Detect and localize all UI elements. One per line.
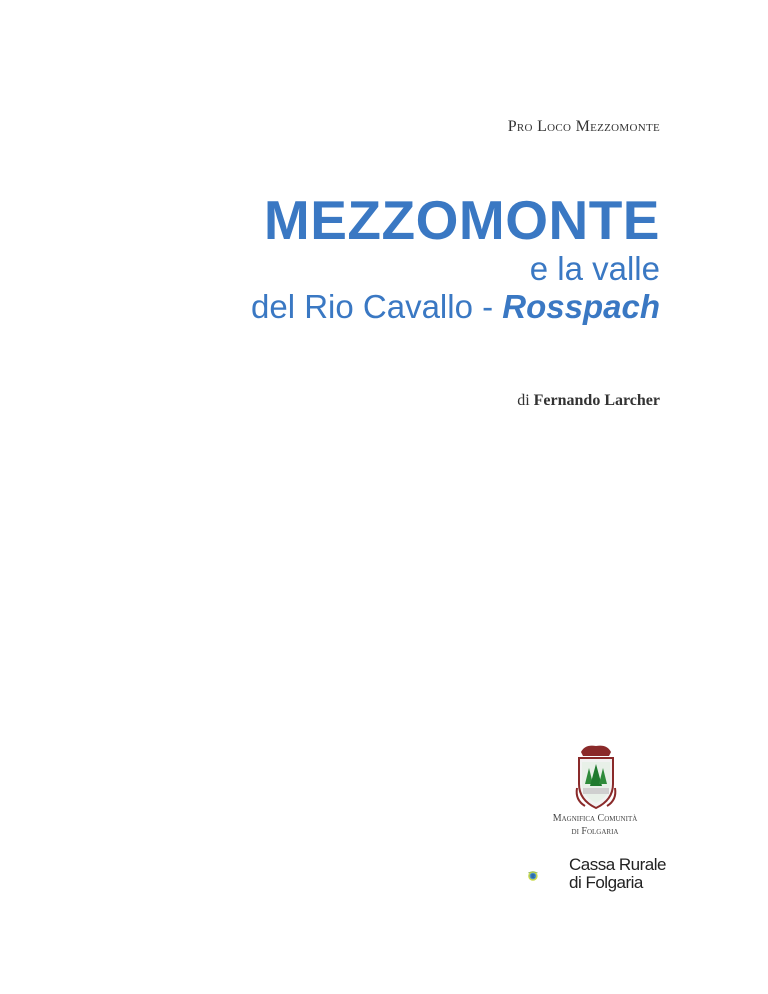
author-name: Fernando Larcher [533, 392, 660, 409]
author-line [517, 392, 660, 410]
subtitle-prefix: del Rio Cavallo - [251, 288, 503, 325]
community-name [536, 812, 654, 838]
subtitle-line-2 [251, 288, 660, 326]
cassa-rurale-logo-icon [527, 856, 569, 896]
subtitle-line-1: e la valle [529, 250, 660, 287]
bank-line-2: di Folgaria [569, 873, 643, 892]
bank-name [569, 856, 666, 892]
bank-line-1: Cassa Rurale [569, 855, 666, 874]
book-title [251, 190, 660, 326]
author-prefix: di [517, 392, 530, 409]
publisher-name: Pro Loco Mezzomonte [507, 118, 660, 135]
subtitle-italic: Rosspach [502, 288, 660, 325]
community-line-1: Magnifica Comunità [552, 813, 638, 824]
community-line-2: di Folgaria [571, 826, 619, 837]
main-title: MEZZOMONTE [263, 189, 660, 251]
coat-of-arms-icon [571, 744, 621, 812]
